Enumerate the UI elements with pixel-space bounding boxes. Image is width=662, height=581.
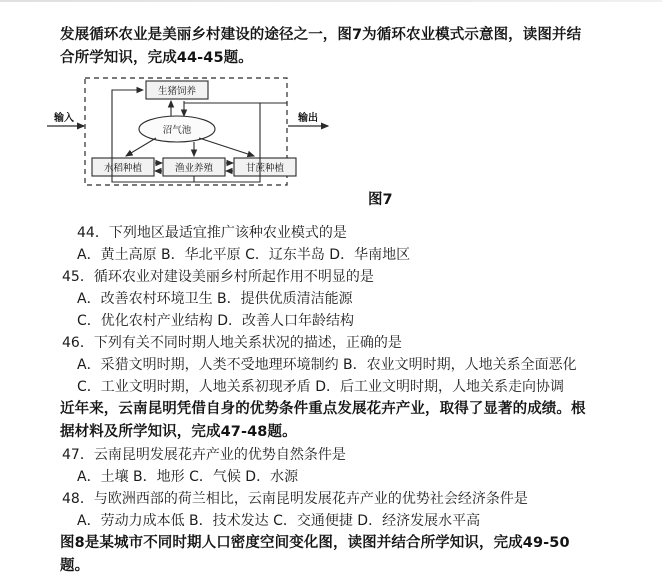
figure-7-diagram [38,72,338,192]
page-top-divider [0,0,662,2]
bottom-return-rail-outer [112,176,260,182]
question-45-options-line-1: A．改善农村环境卫生 B．提供优质清洁能源 [77,291,353,307]
question-44-stem: 44．下列地区最适宜推广该种农业模式的是 [77,225,347,241]
node-sugarcane-label: 甘蔗种植 [245,163,285,174]
question-44-options-line-1: A．黄土高原 B．华北平原 C．辽东半岛 D．华南地区 [77,247,411,263]
input-label: 输入 [54,113,74,124]
question-46-options-line-2: C．工业文明时期，人地关系初现矛盾 D．后工业文明时期，人地关系走向协调 [77,379,565,395]
node-biogas-label: 沼气池 [162,125,192,136]
question-45-stem: 45．循环农业对建设美丽乡村所起作用不明显的是 [62,269,374,285]
intro-paragraph-3-line-2: 题。 [60,558,90,574]
output-label: 输出 [298,113,318,124]
question-47-stem: 47．云南昆明发展花卉产业的优势自然条件是 [62,447,346,463]
intro-paragraph-2-line-2: 据材料及所学知识，完成47-48题。 [60,424,297,440]
intro-paragraph-3-line-1: 图8是某城市不同时期人口密度空间变化图，读图并结合所学知识，完成49-50 [60,535,570,551]
question-48-options-line-1: A．劳动力成本低 B．技术发达 C．交通便捷 D．经济发展水平高 [77,513,481,529]
intro-paragraph-2-line-1: 近年来，云南昆明凭借自身的优势条件重点发展花卉产业，取得了显著的成绩。根 [60,401,586,417]
node-livestock-label: 生猪饲养 [157,86,197,97]
node-rice-label: 水稻种植 [103,163,143,174]
intro-paragraph-1-line-1: 发展循环农业是美丽乡村建设的途径之一，图7为循环农业模式示意图，读图并结 [60,27,582,43]
question-45-options-line-2: C．优化农村产业结构 D．改善人口年龄结构 [77,313,355,329]
question-46-options-line-1: A．采猎文明时期，人类不受地理环境制约 B．农业文明时期，人地关系全面恶化 [77,357,577,373]
biogas-to-sugarcane-arrow [199,138,254,156]
intro-paragraph-1-line-2: 合所学知识，完成44-45题。 [60,50,253,66]
biogas-to-rice-arrow [126,138,156,156]
figure-7-caption: 图7 [368,192,393,208]
question-46-stem: 46．下列有关不同时期人地关系状况的描述，正确的是 [62,335,402,351]
node-fishery-label: 渔业养殖 [174,163,214,174]
question-48-stem: 48．与欧洲西部的荷兰相比，云南昆明发展花卉产业的优势社会经济条件是 [62,491,528,507]
question-47-options-line-1: A．土壤 B．地形 C．气候 D．水源 [77,469,299,485]
